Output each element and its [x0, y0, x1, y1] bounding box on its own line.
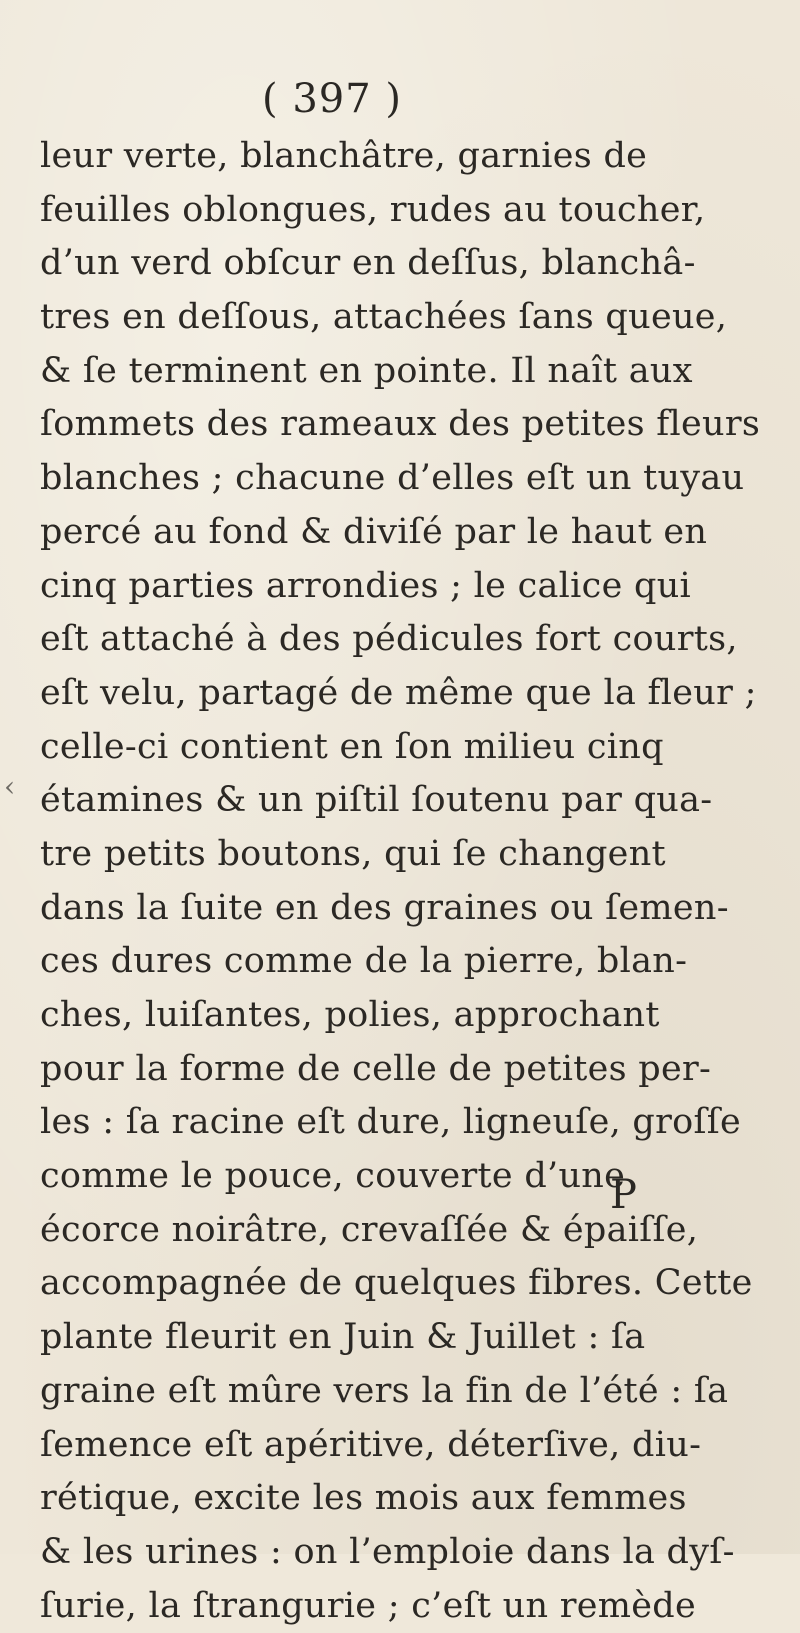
- text-line: blanches ; chacune d’elles eſt un tuyau: [40, 458, 745, 499]
- text-line: ſemence eſt apéritive, déterſive, diu-: [40, 1424, 702, 1465]
- text-line: & les urines : on l’emploie dans la dyſ-: [40, 1531, 735, 1572]
- text-line: ſurie, la ſtrangurie ; c’eſt un remède: [40, 1585, 697, 1626]
- text-line: cinq parties arrondies ; le calice qui: [40, 565, 692, 606]
- text-line: leur verte, blanchâtre, garnies de: [40, 136, 648, 176]
- text-line: les : ſa racine eſt dure, ligneuſe, groſſe: [40, 1102, 742, 1143]
- text-line: ces dures comme de la pierre, blan-: [40, 941, 688, 982]
- text-line: ches, luiſantes, polies, approchant: [40, 995, 660, 1035]
- text-line: rétique, excite les mois aux femmes: [40, 1478, 687, 1519]
- signature-mark: P: [610, 1172, 637, 1218]
- text-line: dans la ſuite en des graines ou ſemen-: [40, 887, 729, 928]
- text-line: comme le pouce, couverte d’une: [40, 1156, 626, 1197]
- text-line: étamines & un piſtil ſoutenu par qua-: [40, 780, 713, 821]
- text-line: ſommets des rameaux des petites fleurs: [40, 404, 761, 445]
- text-line: & ſe terminent en pointe. Il naît aux: [40, 350, 693, 391]
- text-line: celle-ci contient en ſon milieu cinq: [40, 726, 664, 767]
- text-line: pour la forme de celle de petites per-: [40, 1048, 712, 1089]
- text-line: eſt velu, partagé de même que la fleur ;: [40, 672, 757, 713]
- page-number: ( 397 ): [262, 76, 402, 122]
- text-line: eſt attaché à des pédicules fort courts,: [40, 619, 738, 660]
- margin-mark: ‹: [4, 770, 16, 803]
- text-line: tres en deſſous, attachées ſans queue,: [40, 297, 728, 338]
- text-line: plante fleurit en Juin & Juillet : ſa: [40, 1317, 646, 1358]
- text-line: tre petits boutons, qui ſe changent: [40, 833, 666, 874]
- text-line: écorce noirâtre, crevaſſée & épaiſſe,: [40, 1209, 699, 1250]
- text-line: graine eſt mûre vers la fin de l’été : ſa: [40, 1370, 729, 1411]
- text-line: feuilles oblongues, rudes au toucher,: [40, 189, 706, 230]
- text-line: accompagnée de quelques fibres. Cette: [40, 1263, 753, 1304]
- body-text: [40, 130, 761, 1633]
- text-line: percé au fond & diviſé par le haut en: [40, 511, 708, 552]
- text-line: d’un verd obſcur en deſſus, blanchâ-: [40, 243, 696, 284]
